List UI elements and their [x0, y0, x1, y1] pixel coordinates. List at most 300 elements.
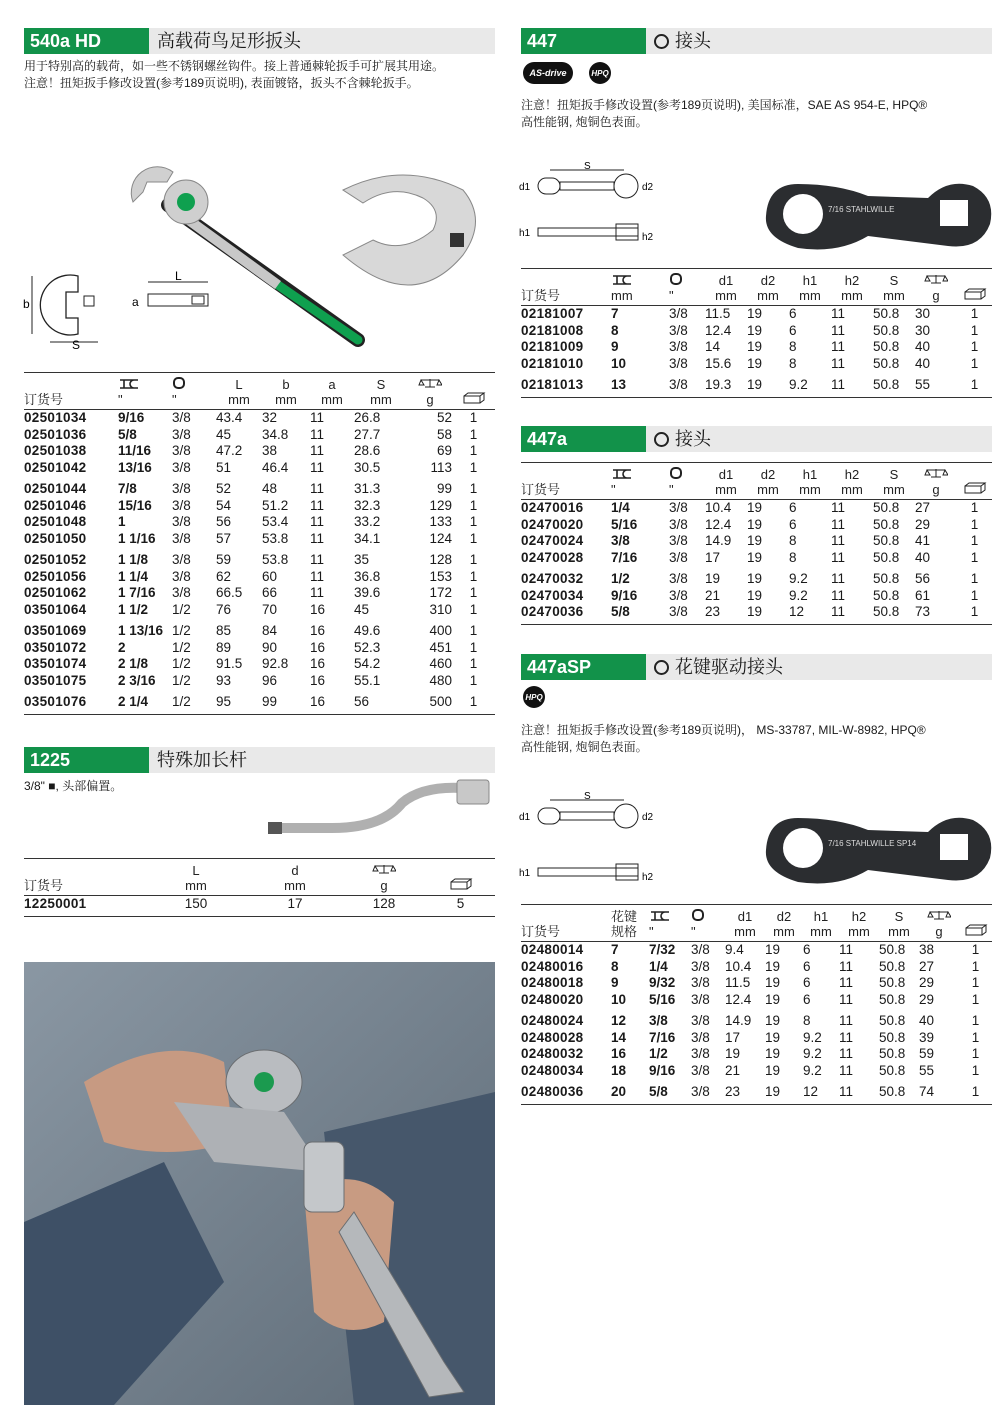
- table-cell: 3/8: [611, 533, 630, 548]
- table-cell: 5/16: [611, 516, 638, 532]
- col-S: S: [354, 373, 408, 393]
- svg-text:S: S: [584, 791, 591, 802]
- table-cell: 99: [436, 481, 452, 496]
- table-cell: 50.8: [879, 975, 906, 990]
- section-header-447: [521, 28, 992, 54]
- section-code: 447aSP: [521, 654, 646, 680]
- table-cell: 02181008: [521, 322, 584, 338]
- table-cell: 1/2: [172, 689, 216, 714]
- table-cell: 29: [919, 991, 935, 1007]
- ring-icon: [654, 660, 669, 675]
- table-cell: 55.1: [354, 672, 381, 688]
- table-cell: 60: [262, 568, 278, 584]
- table-cell: 3/8: [172, 410, 191, 425]
- table-cell: 61: [915, 587, 931, 603]
- table-cell: 02181013: [521, 372, 611, 397]
- table-cell: 54.2: [354, 656, 381, 671]
- table-row: [521, 588, 992, 605]
- table-cell: 50.8: [879, 1079, 919, 1104]
- table-cell: 3/8: [691, 1013, 710, 1028]
- table-cell: 50.8: [879, 1046, 906, 1061]
- table-cell: 43.4: [216, 410, 243, 425]
- table-cell: 55: [915, 372, 957, 397]
- table-cell: 2 3/16: [118, 672, 156, 688]
- section-code: 1225: [24, 747, 149, 773]
- table-cell: 1 1/8: [118, 552, 149, 567]
- table-cell: 1 1/16: [118, 530, 156, 546]
- table-cell: 1: [970, 322, 979, 338]
- col-L: L: [216, 373, 262, 393]
- table-cell: 1 7/16: [118, 585, 156, 600]
- table-cell: 30.5: [354, 459, 381, 475]
- section-description: 用于特别高的载荷，如一些不锈钢螺丝钩件。接上普通棘轮扳手可扩展其用途。: [24, 59, 445, 73]
- weight-icon: [408, 373, 452, 393]
- table-cell: 19: [747, 500, 763, 515]
- table-cell: 66.5: [216, 585, 243, 600]
- table-cell: 19: [765, 1046, 781, 1061]
- table-cell: 5/8: [611, 604, 669, 624]
- table-cell: 1/4: [649, 958, 668, 974]
- table-row: [24, 689, 495, 714]
- table-cell: 50.8: [873, 306, 900, 321]
- table-cell: 3/8: [669, 306, 688, 321]
- table-cell: 02501044: [24, 481, 87, 496]
- table-cell: 7: [611, 942, 619, 957]
- table-cell: 38: [919, 942, 935, 957]
- diagram-label-a: a: [132, 295, 139, 309]
- table-cell: 11: [839, 1013, 854, 1028]
- table-cell: 11: [839, 975, 854, 990]
- table-cell: 03501072: [24, 639, 87, 655]
- photo-hands-using-wrench: [24, 962, 495, 1405]
- table-cell: 11: [310, 443, 325, 458]
- table-row: [24, 602, 495, 619]
- table-cell: 11.5: [725, 975, 751, 990]
- table-cell: 02480016: [521, 958, 584, 974]
- table-cell: 02501052: [24, 552, 87, 567]
- table-cell: 11: [310, 568, 325, 584]
- table-cell: 50.8: [879, 1062, 906, 1078]
- table-cell: 1: [971, 991, 980, 1007]
- table-cell: 53.8: [262, 530, 289, 546]
- svg-text:h2: h2: [642, 232, 654, 243]
- table-cell: 11: [831, 372, 873, 397]
- table-row: [521, 975, 992, 992]
- table-row: [24, 443, 495, 460]
- table-cell: 9/16: [118, 410, 145, 425]
- table-cell: 150: [144, 896, 248, 917]
- table-cell: 1: [469, 623, 478, 638]
- table-cell: 11: [831, 604, 873, 624]
- table-cell: 90: [262, 639, 278, 655]
- table-row: [521, 533, 992, 550]
- package-icon: [426, 878, 495, 896]
- table-cell: 58: [436, 426, 452, 442]
- table-cell: 12.4: [705, 322, 732, 338]
- table-cell: 23: [725, 1079, 765, 1104]
- table-cell: 19: [725, 1046, 741, 1061]
- table-cell: 3/8: [172, 530, 191, 546]
- table-row: [521, 604, 992, 624]
- hpq-logo: HPQ: [523, 686, 545, 708]
- table-cell: 11: [839, 942, 854, 957]
- table-cell: 2 1/8: [118, 656, 149, 671]
- table-cell: 21: [705, 587, 721, 603]
- section-note: 注意！扭矩扳手修改设置(参考189页说明)， MS-33787, MIL-W-8982, HPQ®: [521, 723, 926, 737]
- table-body: [24, 896, 495, 917]
- table-cell: 16: [611, 1046, 627, 1061]
- table-cell: 11: [310, 530, 325, 546]
- table-cell: 3/8: [669, 571, 688, 586]
- table-cell: 1: [970, 500, 979, 515]
- table-cell: 34.8: [262, 426, 289, 442]
- table-cell: 59: [919, 1046, 935, 1061]
- table-cell: 50.8: [873, 571, 900, 586]
- table-row: [24, 460, 495, 477]
- table-cell: 9.2: [803, 1062, 822, 1078]
- table-row: [521, 1030, 992, 1047]
- table-cell: 6: [803, 942, 811, 957]
- table-cell: 66: [262, 585, 278, 600]
- table-cell: 15/16: [118, 497, 152, 513]
- table-cell: 3/8: [172, 552, 191, 567]
- table-cell: 12.4: [705, 516, 732, 532]
- table-row: [24, 427, 495, 444]
- table-cell: 3/8: [691, 975, 710, 990]
- table-cell: 02480036: [521, 1079, 611, 1104]
- weight-icon: [919, 905, 959, 925]
- table-cell: 12250001: [24, 896, 144, 917]
- weight-icon: [915, 463, 957, 483]
- table-cell: 50.8: [873, 355, 900, 371]
- table-cell: 1: [971, 1046, 980, 1061]
- table-cell: 13: [611, 372, 669, 397]
- table-cell: 48: [262, 481, 278, 496]
- table-cell: 3/8: [172, 426, 191, 442]
- open-end-icon: [649, 905, 691, 925]
- table-cell: 7/32: [649, 942, 676, 957]
- table-cell: 3/8: [172, 568, 191, 584]
- table-cell: 1/2: [649, 1046, 668, 1061]
- table-cell: 02181010: [521, 355, 584, 371]
- table-cell: 5/16: [649, 991, 676, 1007]
- col-order-number: 订货号: [521, 482, 611, 500]
- diagram-label-l: L: [175, 269, 182, 283]
- table-cell: 11/16: [118, 443, 152, 458]
- table-cell: 10.4: [725, 958, 752, 974]
- table-cell: 11: [839, 958, 854, 974]
- spec-table-540a: L b a S 订货号 " " mm mm mm mm g 02501034 9/16 3/8 43.4 32 11 26.8 52 1 02501036 5/8 3/8 45 34.8 11 27.7 58 1 02501038 11/16 3/8 47.2 38 11 28.6 69 1 02501042 13/16 3/8 51 46.4 11 30.5 113 1 02501044 7/8 3/8 52 48 11 31.3 99 1 02501046 15/16 3/8 54 51.2 11 32.3 129 1 02501048 1 3/8 56 53.4 11 33.2 133 1 02501050 1 1/16 3/8 57 53.8 11 34.1 124 1 02501052 1 1/8 3/8 59 53.8 11 35 128 1 02501056 1 1/4 3/8 62 60 11 36.8 153 1 02501062 1 7/16 3/8 66.5 66 11 39.6 172 1 03501064 1 1/2 1/2 76 70 16 45 310 1 03501069 1 13/16 1/2 85 84 16 49.6 400 1 03501072 2 1/2 89 90 16 52.3 451 1 03501074 2 1/8 1/2 91.5 92.8 16 54.2 460 1 03501075 2 3/16 1/2 93 96 16 55.1 480 1 03501076 2 1/4 1/2 95 99 16 56 500 1: [24, 372, 495, 715]
- table-row: [521, 372, 992, 397]
- table-cell: 23: [705, 604, 747, 624]
- table-cell: 91.5: [216, 656, 243, 671]
- table-cell: 11: [310, 426, 325, 442]
- table-cell: 03501069: [24, 623, 87, 638]
- table-cell: 50.8: [879, 1013, 906, 1028]
- table-row: [521, 992, 992, 1009]
- table-cell: 50.8: [873, 533, 900, 548]
- table-cell: 12: [803, 1079, 839, 1104]
- svg-text:h1: h1: [519, 868, 531, 879]
- spec-table-447: d1 d2 h1 h2 S 订货号 mm " mm mm mm mm mm g 02181007 7 3/8 11.5 19 6 11 50.8 30 1 02181008 8 3/8 12.4 19 6 11 50.8 30 1 02181009 9 3/8 14 19 8 11 50.8 40 1 02181010 10 3/8 15.6 19 8 11 50.8 40 1 02181013 13 3/8 19.3 19 9.2 11 50.8 55 1: [521, 268, 992, 398]
- table-row: [521, 942, 992, 959]
- table-cell: 500: [408, 689, 452, 714]
- table-row: [521, 517, 992, 534]
- table-cell: 1/2: [611, 571, 630, 586]
- svg-text:S: S: [584, 161, 591, 172]
- table-cell: 50.8: [879, 958, 906, 974]
- table-cell: 1: [469, 601, 478, 617]
- table-cell: 11: [310, 410, 325, 425]
- table-cell: 50.8: [879, 991, 906, 1007]
- section-description: 高性能钢, 炮铜色表面。: [521, 740, 648, 754]
- table-cell: 172: [429, 585, 452, 600]
- weight-icon: [342, 859, 426, 879]
- table-cell: 30: [915, 322, 931, 338]
- table-cell: 9.2: [789, 372, 831, 397]
- table-cell: 11: [310, 497, 325, 513]
- table-cell: 11: [839, 1062, 854, 1078]
- table-cell: 3/8: [669, 549, 688, 565]
- table-cell: 1: [469, 568, 478, 584]
- table-cell: 11: [831, 587, 846, 603]
- table-cell: 3/8: [691, 1062, 710, 1078]
- table-cell: 7/16: [611, 549, 638, 565]
- table-cell: 2: [118, 639, 126, 655]
- table-cell: 113: [430, 459, 452, 475]
- as-drive-logo: AS-drive: [523, 62, 573, 84]
- table-cell: 3/8: [669, 533, 688, 548]
- section-code: 447: [521, 28, 646, 54]
- table-cell: 95: [216, 689, 262, 714]
- table-cell: 3/8: [669, 355, 688, 371]
- table-cell: 02501034: [24, 410, 87, 425]
- table-cell: 16: [310, 656, 326, 671]
- table-cell: 17: [248, 896, 342, 917]
- table-cell: 16: [310, 689, 354, 714]
- table-cell: 6: [803, 991, 811, 1007]
- table-cell: 21: [725, 1062, 741, 1078]
- table-cell: 1: [452, 689, 495, 714]
- weight-icon: [915, 269, 957, 289]
- table-cell: 02501038: [24, 443, 87, 458]
- table-cell: 11: [310, 585, 325, 600]
- table-row: [521, 356, 992, 373]
- table-cell: 02470024: [521, 533, 584, 548]
- table-row: [24, 569, 495, 586]
- table-cell: 11: [831, 355, 846, 371]
- table-cell: 1/2: [172, 656, 191, 671]
- table-cell: 02501056: [24, 568, 87, 584]
- table-cell: 46.4: [262, 459, 289, 475]
- table-cell: 1: [469, 459, 478, 475]
- table-cell: 17: [725, 1029, 741, 1045]
- section-description: 3/8" ■, 头部偏置。: [24, 779, 123, 793]
- table-cell: 19: [765, 942, 781, 957]
- table-row: [521, 959, 992, 976]
- table-cell: 11: [831, 516, 846, 532]
- table-cell: 1: [469, 443, 478, 458]
- table-cell: 3/8: [172, 459, 191, 475]
- table-cell: 3/8: [172, 443, 191, 458]
- table-cell: 03501074: [24, 656, 87, 671]
- table-cell: 9: [611, 975, 619, 990]
- table-cell: 11: [839, 1046, 854, 1061]
- table-cell: 19: [747, 587, 763, 603]
- table-cell: 19: [747, 322, 763, 338]
- table-row: [521, 566, 992, 588]
- table-cell: 5/8: [118, 426, 137, 442]
- table-cell: 32: [262, 410, 278, 425]
- table-cell: 12: [789, 604, 831, 624]
- table-cell: 3/8: [691, 958, 710, 974]
- spec-table-1225: L d 订货号 mm mm g 12250001 150 17 128 5: [24, 858, 495, 917]
- table-cell: 73: [915, 604, 957, 624]
- table-cell: 9.2: [803, 1046, 822, 1061]
- product-image-extension-bar: [262, 778, 494, 840]
- table-cell: 400: [429, 623, 452, 638]
- table-row: [521, 339, 992, 356]
- spline-adapter-dimension-diagram: [516, 790, 666, 890]
- table-cell: 52: [216, 481, 232, 496]
- table-row: [24, 547, 495, 569]
- table-cell: 40: [915, 549, 931, 565]
- package-icon: [957, 288, 992, 306]
- table-cell: 19: [765, 1062, 781, 1078]
- table-cell: 3/8: [691, 1046, 710, 1061]
- table-cell: 19: [747, 533, 763, 548]
- table-cell: 50.8: [879, 942, 906, 957]
- table-cell: 84: [262, 623, 278, 638]
- table-cell: 50.8: [873, 500, 900, 515]
- table-cell: 30: [915, 306, 931, 321]
- table-cell: 59: [216, 552, 232, 567]
- table-cell: 03501076: [24, 689, 118, 714]
- table-cell: 1 1/2: [118, 601, 149, 617]
- package-icon: [957, 482, 992, 500]
- table-cell: 19: [747, 306, 763, 321]
- section-code: 447a: [521, 426, 646, 452]
- table-row: [521, 1063, 992, 1080]
- section-header-540a: [24, 28, 495, 54]
- table-cell: 6: [803, 958, 811, 974]
- table-cell: 32.3: [354, 497, 381, 513]
- table-cell: 10.4: [705, 500, 732, 515]
- section-note: 注意！扭矩扳手修改设置(参考189页说明), 美国标准，SAE AS 954-E, HPQ®: [521, 98, 928, 112]
- table-cell: 19: [765, 958, 781, 974]
- table-cell: 11: [310, 552, 325, 567]
- table-cell: 128: [429, 552, 452, 567]
- table-cell: 03501075: [24, 672, 87, 688]
- table-cell: 19: [765, 1029, 781, 1045]
- table-cell: 16: [310, 672, 326, 688]
- spec-table-447asp: 花键 d1 d2 h1 h2 S 订货号 规格 " " mm mm mm mm mm g 02480014 7 7/32 3/8 9.4 19 6 11 50.8 38 1 02480016 8 1/4 3/8 10.4 19 6 11 50.8 27 1 02480018 9 9/32 3/8 11.5 19 6 11 50.8 29 1 02480020 10 5/16 3/8 12.4 19 6 11 50.8 29 1 02480024 12 3/8 3/8 14.9 19 8 11 50.8 40 1 02480028 14 7/16 3/8 17 19 9.2 11 50.8 39 1 02480032 16 1/2 3/8 19 19 9.2 11 50.8 59 1 02480034 18 9/16 3/8 21 19 9.2 11 50.8 55 1 02480036 20 5/8 3/8 23 19 12 11 50.8 74 1: [521, 904, 992, 1105]
- table-cell: 85: [216, 623, 232, 638]
- table-cell: 7/16: [649, 1029, 676, 1045]
- table-cell: 02501050: [24, 530, 87, 546]
- table-cell: 1: [469, 672, 478, 688]
- table-cell: 19: [747, 571, 763, 586]
- table-cell: 1: [970, 306, 979, 321]
- table-cell: 33.2: [354, 514, 381, 529]
- section-title: 接头: [675, 31, 711, 51]
- square-drive-icon: [669, 463, 705, 483]
- section-code: 540a HD: [24, 28, 149, 54]
- table-cell: 50.8: [873, 549, 900, 565]
- table-row: [24, 514, 495, 531]
- table-cell: 3/8: [691, 991, 710, 1007]
- table-cell: 3/8: [691, 942, 710, 957]
- col-L: L: [144, 859, 248, 879]
- table-cell: 11: [831, 322, 846, 338]
- table-cell: 9/16: [611, 587, 638, 603]
- table-cell: 1: [971, 1062, 980, 1078]
- table-row: [24, 531, 495, 548]
- table-row: [24, 640, 495, 657]
- table-cell: 50.8: [873, 516, 900, 532]
- table-cell: 11: [831, 339, 846, 354]
- product-image-crowfoot-ratchet: [128, 160, 498, 360]
- table-cell: 1: [469, 514, 478, 529]
- table-cell: 36.8: [354, 568, 381, 584]
- svg-text:7/16 STAHLWILLE SP14: 7/16 STAHLWILLE SP14: [828, 839, 917, 848]
- section-description: 高性能钢, 炮铜色表面。: [521, 115, 648, 129]
- adapter-dimension-diagram: [516, 160, 666, 260]
- table-cell: 54: [216, 497, 232, 513]
- table-cell: 8: [611, 958, 619, 974]
- table-cell: 02501046: [24, 497, 87, 513]
- square-drive-icon: [691, 905, 725, 925]
- table-cell: 19: [747, 549, 763, 565]
- table-cell: 10: [611, 355, 627, 371]
- table-cell: 11: [831, 500, 846, 515]
- table-row: [24, 476, 495, 498]
- table-cell: 27.7: [354, 426, 381, 442]
- table-body: [521, 500, 992, 625]
- table-cell: 3/8: [172, 497, 191, 513]
- table-cell: 1: [971, 1029, 980, 1045]
- table-cell: 11: [310, 481, 325, 496]
- table-row: [521, 1046, 992, 1063]
- table-cell: 1: [469, 481, 478, 496]
- table-cell: 1: [469, 530, 478, 546]
- table-cell: 14: [611, 1029, 627, 1045]
- table-cell: 02470032: [521, 571, 584, 586]
- table-cell: 02501048: [24, 514, 87, 529]
- table-cell: 39.6: [354, 585, 381, 600]
- table-cell: 52.3: [354, 639, 381, 655]
- col-order-number: 订货号: [521, 288, 611, 306]
- table-cell: 19: [765, 1079, 803, 1104]
- table-cell: 27: [919, 958, 935, 974]
- table-cell: 26.8: [354, 410, 381, 425]
- table-cell: 39: [919, 1029, 935, 1045]
- table-cell: 1: [971, 1013, 980, 1028]
- table-cell: 35: [354, 552, 370, 567]
- table-cell: 56: [915, 571, 931, 586]
- table-cell: 02501042: [24, 459, 87, 475]
- table-cell: 02470020: [521, 516, 584, 532]
- table-cell: 3/8: [669, 604, 705, 624]
- table-cell: 9: [611, 339, 619, 354]
- col-d: d: [248, 859, 342, 879]
- table-row: [24, 673, 495, 690]
- table-cell: 3/8: [172, 514, 191, 529]
- diagram-label-b: b: [23, 297, 30, 311]
- table-row: [521, 550, 992, 567]
- package-icon: [959, 924, 992, 942]
- table-cell: 1: [469, 497, 478, 513]
